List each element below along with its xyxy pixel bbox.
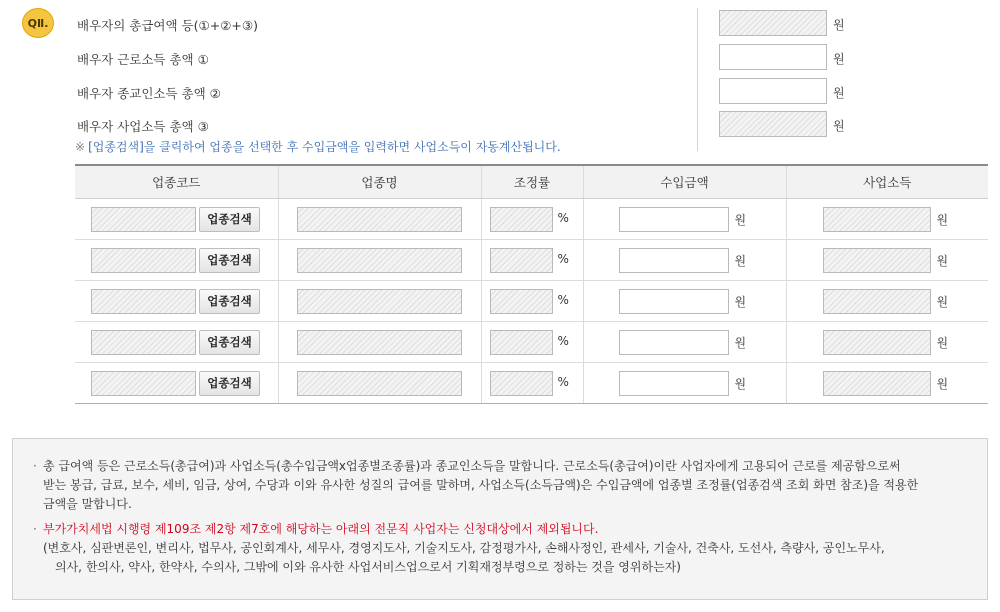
earned-income-input[interactable] xyxy=(719,44,827,70)
industry-code-field xyxy=(91,289,196,314)
info-line: 총 급여액 등은 근로소득(총급여)과 사업소득(총수입금액x업종별조종률)과 종교인소득을 말합니다. 근로소득(총급여)이란 사업자에게 고용되어 근로를 제공함으로써 xyxy=(43,459,901,473)
header-adjust-rate: 조정률 xyxy=(481,165,583,198)
percent-unit: % xyxy=(557,251,569,266)
auto-calc-notice xyxy=(75,138,561,155)
revenue-input[interactable] xyxy=(619,289,729,314)
business-unit: 원 xyxy=(833,119,845,133)
info-line: 받는 봉급, 급료, 보수, 세비, 임금, 상여, 수당과 이와 유사한 성질의 급여를 말하며, 사업소득(소득금액)은 수입금액에 업종별 조정률(업종검색 조회 화면 참조)을 적용한 xyxy=(43,478,919,492)
business-income-table xyxy=(75,164,988,404)
bullet: · xyxy=(33,459,37,473)
religious-unit: 원 xyxy=(833,86,845,100)
info-line: 금액을 말합니다. xyxy=(43,497,132,511)
revenue-input[interactable] xyxy=(619,248,729,273)
adjust-rate-field xyxy=(490,207,553,232)
industry-code-field xyxy=(91,248,196,273)
percent-unit: % xyxy=(557,292,569,307)
percent-unit: % xyxy=(557,333,569,348)
adjust-rate-field xyxy=(490,330,553,355)
info-line: (변호사, 심판변론인, 변리사, 법무사, 공인회계사, 세무사, 경영지도사, 기술지도사, 감정평가사, 손해사정인, 관세사, 기술사, 건축사, 도선사, 측량사, 공인노무사, xyxy=(43,541,885,555)
religious-label: 배우자 종교인소득 총액 ② xyxy=(77,86,221,101)
summary-row-religious xyxy=(0,78,1000,104)
religious-income-input[interactable] xyxy=(719,78,827,104)
summary-row-earned xyxy=(0,44,1000,70)
industry-code-field xyxy=(91,371,196,396)
summary-row-business xyxy=(0,111,1000,137)
total-unit: 원 xyxy=(833,18,845,32)
business-label: 배우자 사업소득 총액 ③ xyxy=(77,119,209,134)
business-income-field xyxy=(823,207,931,232)
won-unit: 원 xyxy=(734,376,747,391)
industry-name-field xyxy=(297,207,462,232)
info-line: 의사, 한의사, 약사, 한약사, 수의사, 그밖에 이와 유사한 사업서비스업으로서 기획재정부령으로 정하는 것을 영위하는자) xyxy=(55,560,681,574)
info-item-definition xyxy=(33,457,967,514)
won-unit: 원 xyxy=(936,335,949,350)
percent-unit: % xyxy=(557,210,569,225)
business-income-field xyxy=(823,371,931,396)
industry-search-button[interactable]: 업종검색 xyxy=(199,248,260,273)
earned-label: 배우자 근로소득 총액 ① xyxy=(77,52,209,67)
table-row xyxy=(75,280,988,321)
industry-name-field xyxy=(297,248,462,273)
won-unit: 원 xyxy=(936,376,949,391)
summary-row-total xyxy=(0,10,1000,36)
won-unit: 원 xyxy=(936,294,949,309)
total-label: 배우자의 총급여액 등(①+②+③) xyxy=(77,18,258,33)
total-amount-field xyxy=(719,10,827,36)
industry-name-field xyxy=(297,371,462,396)
industry-search-button[interactable]: 업종검색 xyxy=(199,330,260,355)
header-industry-name: 업종명 xyxy=(278,165,481,198)
revenue-input[interactable] xyxy=(619,371,729,396)
info-item-exclusion xyxy=(33,520,967,539)
earned-unit: 원 xyxy=(833,52,845,66)
won-unit: 원 xyxy=(734,212,747,227)
business-income-field xyxy=(823,289,931,314)
table-row xyxy=(75,198,988,239)
header-revenue: 수입금액 xyxy=(583,165,786,198)
won-unit: 원 xyxy=(734,253,747,268)
industry-search-button[interactable]: 업종검색 xyxy=(199,289,260,314)
industry-name-field xyxy=(297,330,462,355)
business-amount-field xyxy=(719,111,827,137)
notice-mark: ※ xyxy=(75,140,86,154)
info-box xyxy=(12,438,988,600)
adjust-rate-field xyxy=(490,371,553,396)
won-unit: 원 xyxy=(936,253,949,268)
divider xyxy=(697,8,698,151)
revenue-input[interactable] xyxy=(619,330,729,355)
won-unit: 원 xyxy=(936,212,949,227)
notice-text: [업종검색]을 클릭하여 업종을 선택한 후 수입금액을 입력하면 사업소득이 자동계산됩니다. xyxy=(88,140,561,154)
header-business-income: 사업소득 xyxy=(786,165,988,198)
adjust-rate-field xyxy=(490,248,553,273)
industry-name-field xyxy=(297,289,462,314)
header-industry-code: 업종코드 xyxy=(75,165,278,198)
industry-search-button[interactable]: 업종검색 xyxy=(199,207,260,232)
section-badge: QⅡ. xyxy=(22,8,54,38)
percent-unit: % xyxy=(557,374,569,389)
table-row xyxy=(75,239,988,280)
exclusion-notice: 부가가치세법 시행령 제109조 제2항 제7호에 해당하는 아래의 전문직 사업자는 신청대상에서 제외됩니다. xyxy=(43,522,599,536)
table-row xyxy=(75,321,988,362)
business-income-field xyxy=(823,330,931,355)
industry-code-field xyxy=(91,330,196,355)
bullet: · xyxy=(33,522,37,536)
business-income-field xyxy=(823,248,931,273)
table-row xyxy=(75,362,988,403)
revenue-input[interactable] xyxy=(619,207,729,232)
won-unit: 원 xyxy=(734,294,747,309)
won-unit: 원 xyxy=(734,335,747,350)
industry-search-button[interactable]: 업종검색 xyxy=(199,371,260,396)
table-header-row xyxy=(75,165,988,198)
industry-code-field xyxy=(91,207,196,232)
adjust-rate-field xyxy=(490,289,553,314)
